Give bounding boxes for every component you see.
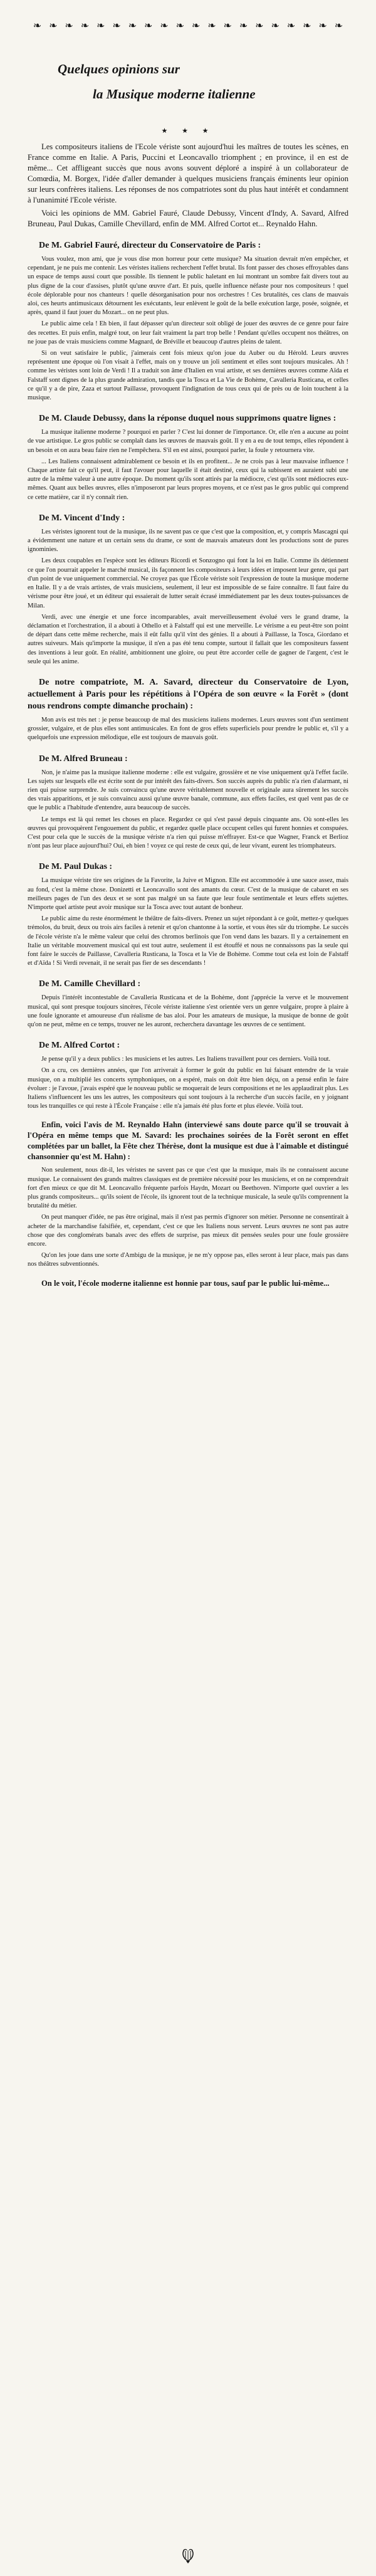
fleuron-icon: ❧ xyxy=(303,21,311,31)
quote-paragraph: Si on veut satisfaire le public, j'aimerais cent fois mieux qu'on joue du Auber ou du Hérold. Leurs œuvres représentent une époque où l'on visait à l'effet, mais on y trouve un joli sentiment et elles sont toujours musicales. Ah ! comme les véristes sont loin de Verdi ! Il a traduit son âme d'Italien en vrai artiste, et ses dernières œuvres comme Aïda et Falstaff sont dignes de la plus grande admiration, tandis que la Tosca et La Vie de Bohème, Cavalleria Rusticana, et celles ce qu'il y a de pire, Zaza et surtout Paillasse, provoquent l'indignation de tous ceux qui de près ou de loin touchent à la musique. xyxy=(28,350,348,402)
closing-paragraph: On le voit, l'école moderne italienne est honnie par tous, sauf par le public lui-même... xyxy=(41,1278,330,1288)
fleuron-icon: ❧ xyxy=(223,21,232,31)
fleuron-icon: ❧ xyxy=(112,21,121,31)
section-heading: De M. Camille Chevillard : xyxy=(39,979,141,989)
quote-paragraph: Le public aime cela ! Eh bien, il faut dépasser qu'un directeur soit obligé de jouer des œuvres de ce genre pour faire des recettes. Et puis enfin, malgré tout, on leur fait vraiment la part trop belle ! Pendant qu'elles occupent nos théâtres, on ne joue pas de vrais musiciens comme Magnard, de Bréville et beaucoup d'autres pleins de talent. xyxy=(28,320,348,345)
fleuron-icon: ❧ xyxy=(144,21,153,31)
title-line-2: la Musique moderne italienne xyxy=(93,87,256,102)
quote-paragraph: On a cru, ces dernières années, que l'on arriverait à former le goût du public en lui faisant entendre de la vraie musique, on a multiplié les concerts symphoniques, on a espéré, mais on doit être bien déçu, on a pensé enfin le faire évoluer : je l'avoue, j'avais espéré que le nouveau public se moquerait de leurs compositions et ne les applaudirait plus. Les Italiens s'influencent les uns les autres, les compositeurs qui sont toujours à la recherche d'un succès facile, en y joignant tous les tranquilles ce qui reste à l'École Française : elle n'a jamais été plus forte et plus élevée. Voilà tout. xyxy=(28,1067,348,1110)
title-line-1: Quelques opinions sur xyxy=(58,61,180,76)
fleuron-icon: ❧ xyxy=(33,21,42,31)
quote-paragraph: Qu'on les joue dans une sorte d'Ambigu de la musique, je ne m'y oppose pas, elles seront à leur place, mais pas dans nos théâtres subventionnés. xyxy=(28,1252,348,1268)
fleuron-icon: ❧ xyxy=(191,21,201,31)
quote-paragraph: La musique italienne moderne ? pourquoi en parler ? C'est lui donner de l'importance. Or, elle n'en a aucune au point de vue artistique. Le gros public se complaît dans les œuvres de mauvais goût. Il y en a eu de tout temps, elles répondent à un besoin et on aura beau faire rien ne l'empêchera. S'il en est ainsi, pourquoi parler, la foule y retournera vite. xyxy=(28,429,348,454)
quote-paragraph: Je pense qu'il y a deux publics : les musiciens et les autres. Les Italiens travaillent pour ces derniers. Voilà tout. xyxy=(41,1056,331,1063)
quote-paragraph: Le public aime du reste énormément le théâtre de faits-divers. Prenez un sujet répondant à ce goût, mettez-y quelques trémolos, du bruit, deux ou trois airs faciles à retenir et qu'on chantonne à la sortie, et vous êtes sûr du triomphe. Le succès de l'école vériste n'a le même valeur que celui des chromos berlinois que l'on vend dans les bazars. Il y a certainement en Italie un véritable mouvement musical qui est tout autre, seulement il est étouffé et nous ne connaissons pas la seule qui font faire le succès de Paillasse, Cavalleria Rusticana, la Tosca et la Vie de Bohème. Comme tout cela est loin de Falstaff et d'Aïda ! Si Verdi revenait, il ne serait pas fier de ses descendants ! xyxy=(28,915,348,967)
fleuron-icon: ❧ xyxy=(49,21,58,31)
quote-paragraph: Les véristes ignorent tout de la musique, ils ne savent pas ce que c'est que la composition, et, y compris Mascagni qui a évidemment une nature et un certain sens du drame, ce sont de mauvais amateurs dont les productions sont de pures ignominies. xyxy=(28,528,348,554)
stars-separator: ★ ★ ★ xyxy=(161,127,215,135)
intro-paragraph: Voici les opinions de MM. Gabriel Fauré, Claude Debussy, Vincent d'Indy, A. Savard, Alfred Bruneau, Paul Dukas, Camille Chevillard, enfin de MM. Alfred Cortot et... Reynaldo Hahn. xyxy=(28,209,348,228)
quote-paragraph: Les deux coupables en l'espèce sont les éditeurs Ricordi et Sonzogno qui font la loi en Italie. Comme ils détiennent ce que l'on pourrait appeler le marché musical, ils façonnent les compositeurs à leurs idées et imposent leur genre, qui part d'un point de vue uniquement commercial. Ne croyez pas que l'École vériste soit l'expression de toute la musique moderne en Italie. Il y a de vrais artistes, de vrais musiciens, seulement, il leur est impossible de se faire connaître. Il faut faire du vérisme pour être joué, et un éditeur qui essaierait de lutter serait écrasé immédiatement par les deux toutes-puissances de Milan. xyxy=(28,557,348,609)
section-heading: De M. Vincent d'Indy : xyxy=(39,513,125,523)
fleuron-icon: ❧ xyxy=(334,21,343,31)
fleuron-icon: ❧ xyxy=(286,21,296,31)
quote-paragraph: Non, je n'aime pas la musique italienne moderne : elle est vulgaire, grossière et ne vise uniquement qu'à l'effet facile. Les sujets sur lesquels elle est écrite sont de pur intérêt des faits-divers. Son succès auprès du public n'a rien d'alarmant, ni rien qui puisse surprendre. Je suis convaincu qu'une œuvre véritablement nouvelle et originale aura sûrement les succès des vrais apparitions, et je suis convaincu aussi qu'une œuvre banale, commune, aux effets faciles, est quel vent pas de ce que le public a l'habitude d'entendre, aura beaucoup de succès. xyxy=(28,769,348,812)
intro-paragraph: Les compositeurs italiens de l'Ecole vériste sont aujourd'hui les maîtres de toutes les scènes, en France comme en Italie. A Paris, Puccini et Leoncavallo triomphent ; en province, il en est de même... Cet affligeant succès que nous avons souvent déploré a inspiré à un collaborateur de Comœdia, M. Borgex, l'idée d'aller demander à quelques musiciens français éminents leur opinion sur leurs confrères italiens. Les réponses de nos compatriotes sont du plus haut intérêt et condamnent à l'unanimité l'Ecole vériste. xyxy=(28,142,348,204)
ornament-border xyxy=(30,21,347,31)
section-heading: De notre compatriote, M. A. Savard, directeur du Conservatoire de Lyon, actuellement à Paris pour les répétitions à l'Opéra de son œuvre « la Forêt » (dont nous rendrons compte dimanche prochain) : xyxy=(28,677,348,711)
quote-paragraph: Non seulement, nous dit-il, les véristes ne savent pas ce que c'est que la musique, mais ils ne connaissent aucune musique. Le connaissent des grands maîtres classiques est de première nécessité pour les musiciens, et on ne comprendrait fort d'en mieux ce que dit M. Leoncavallo fréquente parfois Haydn, Mozart ou Beethoven. N'importe quel ouvrier a les plus grands compositeurs... qu'ils soient de l'école, ils ignorent tout de la technique musicale, la seule qu'ils comprennent la brutalité du métier. xyxy=(28,1167,348,1210)
section-heading: De M. Claude Debussy, dans la réponse duquel nous supprimons quatre lignes : xyxy=(39,414,337,424)
fleuron-icon: ❧ xyxy=(65,21,73,31)
fleuron-icon: ❧ xyxy=(318,21,327,31)
quote-paragraph: La musique vériste tire ses origines de la Favorite, la Juive et Mignon. Elle est accommodée à une sauce assez, mais au fond, c'est la même chose. Donizetti et Leoncavallo sont des amants du cœur. C'est de la musique de cabaret en ses meilleurs pages de l'un des deux et se sont pas malgré un sa faute que leur foule sentimentale et leurs effets sujettes. N'importe quel artiste peut avoir musique sur la Tosca avec tout autant de bonheur. xyxy=(28,877,348,911)
section-heading: De M. Alfred Bruneau : xyxy=(39,754,128,764)
fleuron-icon: ❧ xyxy=(160,21,169,31)
quote-paragraph: ... Les Italiens connaissent admirablement ce besoin et ils en profitent... Je ne crois pas à leur mauvaise influence ! Chaque artiste fait ce qu'il peut, il faut l'avouer pour laquelle il était destiné, ceux qui la subissent en auraient subi une autre de la même valeur à une autre époque. Du moment qu'ils sont attirés par la médiocre, c'est qu'ils sont médiocres eux-mêmes. Quant aux belles œuvres, elles n'imposeront par leurs propres moyens, et ce n'est pas le gros public qui comprend ce cette matière, car il n'y connaît rien. xyxy=(28,458,348,501)
quote-paragraph: On peut manquer d'idée, ne pas être original, mais il n'est pas permis d'ignorer son métier. Personne ne consentirait à acheter de la marchandise falsifiée, et, cependant, c'est ce que les Italiens nous servent. Leurs œuvres ne sont pas autre chose que des conglomérats banals avec des effets de surprise, pas mieux dit pensées seules pour une foule grossière encore. xyxy=(28,1214,348,1248)
article-title xyxy=(28,61,348,115)
fleuron-icon: ❧ xyxy=(207,21,216,31)
quote-paragraph: Depuis l'intérêt incontestable de Cavalleria Rusticana et de la Bohème, dont j'apprécie la verve et le mouvement musical, qui sont presque toujours sincères, l'école vériste italienne s'est orientée vers un genre vulgaire, propre à plaire à une foule ignorante et amoureuse d'un réalisme de bas aloi. Pour les amateurs de musique, la musique de bonne de goût qu'on ne peut, même en ce temps, trouver ne les auront, recherchera davantage les œuvres de ce sentiment. xyxy=(28,994,348,1028)
fleuron-icon: ❧ xyxy=(97,21,105,31)
section-heading: De M. Gabriel Fauré, directeur du Conservatoire de Paris : xyxy=(39,241,261,250)
fleuron-icon: ❧ xyxy=(255,21,264,31)
section-heading: De M. Paul Dukas : xyxy=(39,862,113,872)
quote-paragraph: Vous voulez, mon ami, que je vous dise mon horreur pour cette musique? Ma situation devrait m'en empêcher, et cependant, je ne puis me contenir. Les véristes italiens recherchent l'effet brutal. Ils font passer des choses effroyables dans un espace de temps aussi court que possible. Ils tiennent le public haletant en lui montrant un sombre fait divers tout au plus digne de la cour d'assises, plutôt qu'une œuvre d'art. Et puis, quelle influence néfaste pour nos compositeurs ! quel école déplorable pour nos chanteurs ! quelle désorganisation pour nos orchestres ! Ces brutalités, ces clans de mauvais aloi, ces heurts antimusicaux détournent les exécutants, leur enlèvent le goût de la belle exécution large, posée, soignée, et après, quand il faut jouer du Mozart... on ne peut plus. xyxy=(28,256,348,317)
fleuron-icon: ❧ xyxy=(80,21,90,31)
fleuron-icon: ❧ xyxy=(175,21,185,31)
quote-paragraph: Verdi, avec une énergie et une force incomparables, avait merveilleusement évolué vers le grand drame, la déclamation et l'orchestration, il a abouti à Othello et à Falstaff qui est une merveille. Le vérisme a eu peut-être son point de départ dans cette même recherche, mais il eût fallu qu'il vînt des génies. Il a abouti à Paillasse, la Tosca, Giordano et autres suiveurs. Mais qu'importe la musique, il n'en a pas été tenu compte, surtout il fallait que les compositeurs fassent des inventions à leur goût. En réalité, ambitionnent une gloire, ou peut être accorder celle de gagner de l'argent, c'est le seule qui les anime. xyxy=(28,613,348,665)
section-heading: De M. Alfred Cortot : xyxy=(39,1041,120,1051)
fleuron-icon: ❧ xyxy=(128,21,137,31)
fleuron-icon: ❧ xyxy=(271,21,279,31)
fleuron-icon: ❧ xyxy=(239,21,248,31)
lyre-vignette-icon xyxy=(179,2547,197,2565)
hahn-lead-paragraph: Enfin, voici l'avis de M. Reynaldo Hahn (interviewé sans doute parce qu'il se trouvait à l'Opéra en même temps que M. Savard: les prochaines soirées de la Forêt seront en effet complétées par un ballet, la Fête chez Thérèse, dont la musique est due à l'aimable et distingué chansonnier qu'est M. Hahn) : xyxy=(28,1120,348,1162)
quote-paragraph: Le temps est là qui remet les choses en place. Regardez ce qui s'est passé depuis cinquante ans. Où sont-elles les œuvres qui provoquèrent l'engouement du public, et regardez quelle place occupent celles qui furent honnies et conspuées. C'est pour cela que le succès de la musique vériste n'a rien qui puisse m'effrayer. Est-ce que Wagner, Franck et Berlioz n'ont pas leur place aujourd'hui? Oui, eh bien ! voyez ce qui reste de ceux qui, de leur vivant, eurent les triomphateurs. xyxy=(28,816,348,850)
quote-paragraph: Mon avis est très net : je pense beaucoup de mal des musiciens italiens modernes. Leurs œuvres sont d'un sentiment grossier, vulgaire, et de plus elles sont antimusicales. En font de gros effets superficiels pour prendre le public et, s'il y a quelquefois une expression mélodique, elle est toujours de mauvais goût. xyxy=(28,716,348,742)
